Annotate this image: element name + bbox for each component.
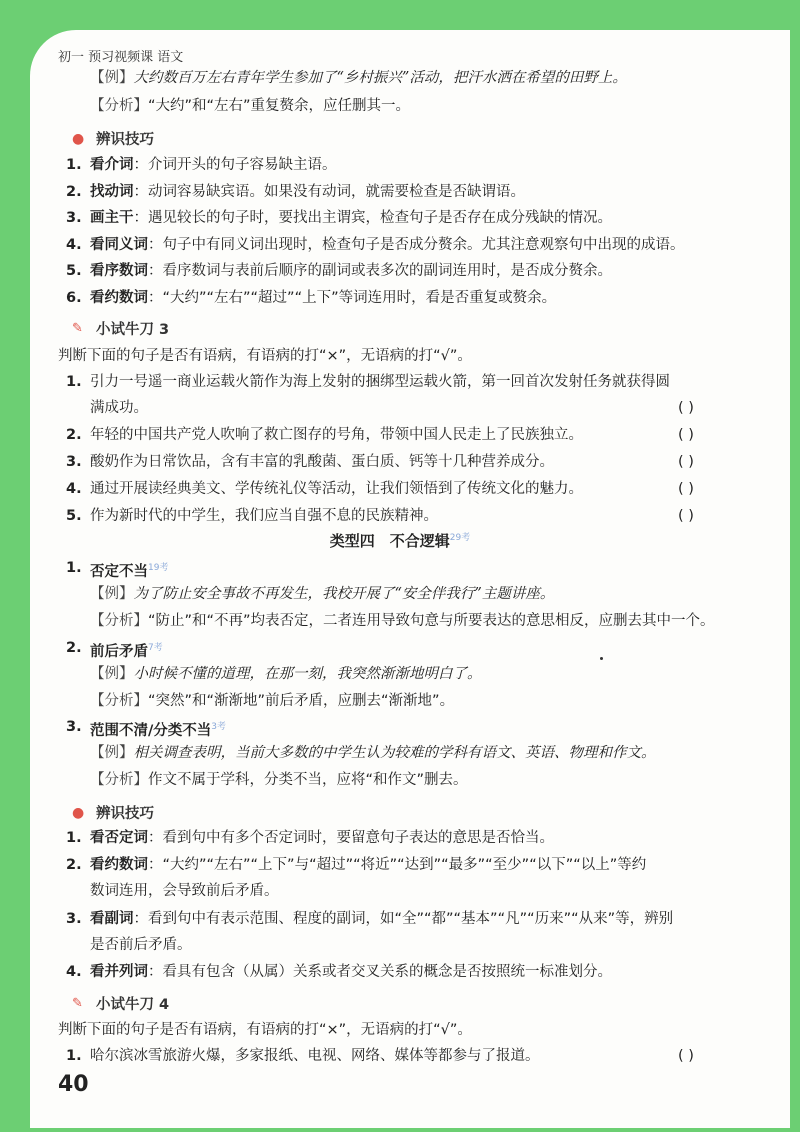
example-tag: 【例】	[90, 70, 134, 86]
answer-blank[interactable]: ( )	[678, 1048, 694, 1064]
page-number: 40	[58, 1072, 89, 1097]
speck	[600, 657, 603, 660]
page-header: 初一 预习视频课 语文	[58, 50, 184, 65]
section-title: 辨识技巧	[96, 132, 154, 148]
type-title: 类型四 不合逻辑$^{29考}$	[329, 532, 471, 550]
answer-blank[interactable]: ( )	[678, 454, 694, 470]
answer-blank[interactable]: ( )	[678, 481, 694, 497]
person-icon: ●	[72, 804, 85, 821]
section-practice-3	[72, 318, 169, 339]
analysis-tag: 【分析】	[90, 98, 148, 114]
section-title: 小试牛刀 3	[96, 322, 170, 338]
pen-icon: ✎	[72, 995, 83, 1011]
analysis-text: “大约”和“左右”重复赘余，应任删其一。	[148, 98, 411, 114]
section-skills-2	[72, 802, 154, 823]
section-skills-1	[72, 128, 154, 149]
person-icon: ●	[72, 130, 85, 147]
section-practice-4	[72, 993, 169, 1014]
section-title: 小试牛刀 4	[96, 997, 170, 1013]
pen-icon: ✎	[72, 320, 83, 336]
answer-blank[interactable]: ( )	[678, 508, 694, 524]
answer-blank[interactable]: ( )	[678, 427, 694, 443]
answer-blank[interactable]: ( )	[678, 400, 694, 416]
section-title: 辨识技巧	[96, 806, 154, 822]
example-text: 大约数百万左右青年学生参加了“乡村振兴”活动，把汗水洒在希望的田野上。	[133, 70, 627, 86]
